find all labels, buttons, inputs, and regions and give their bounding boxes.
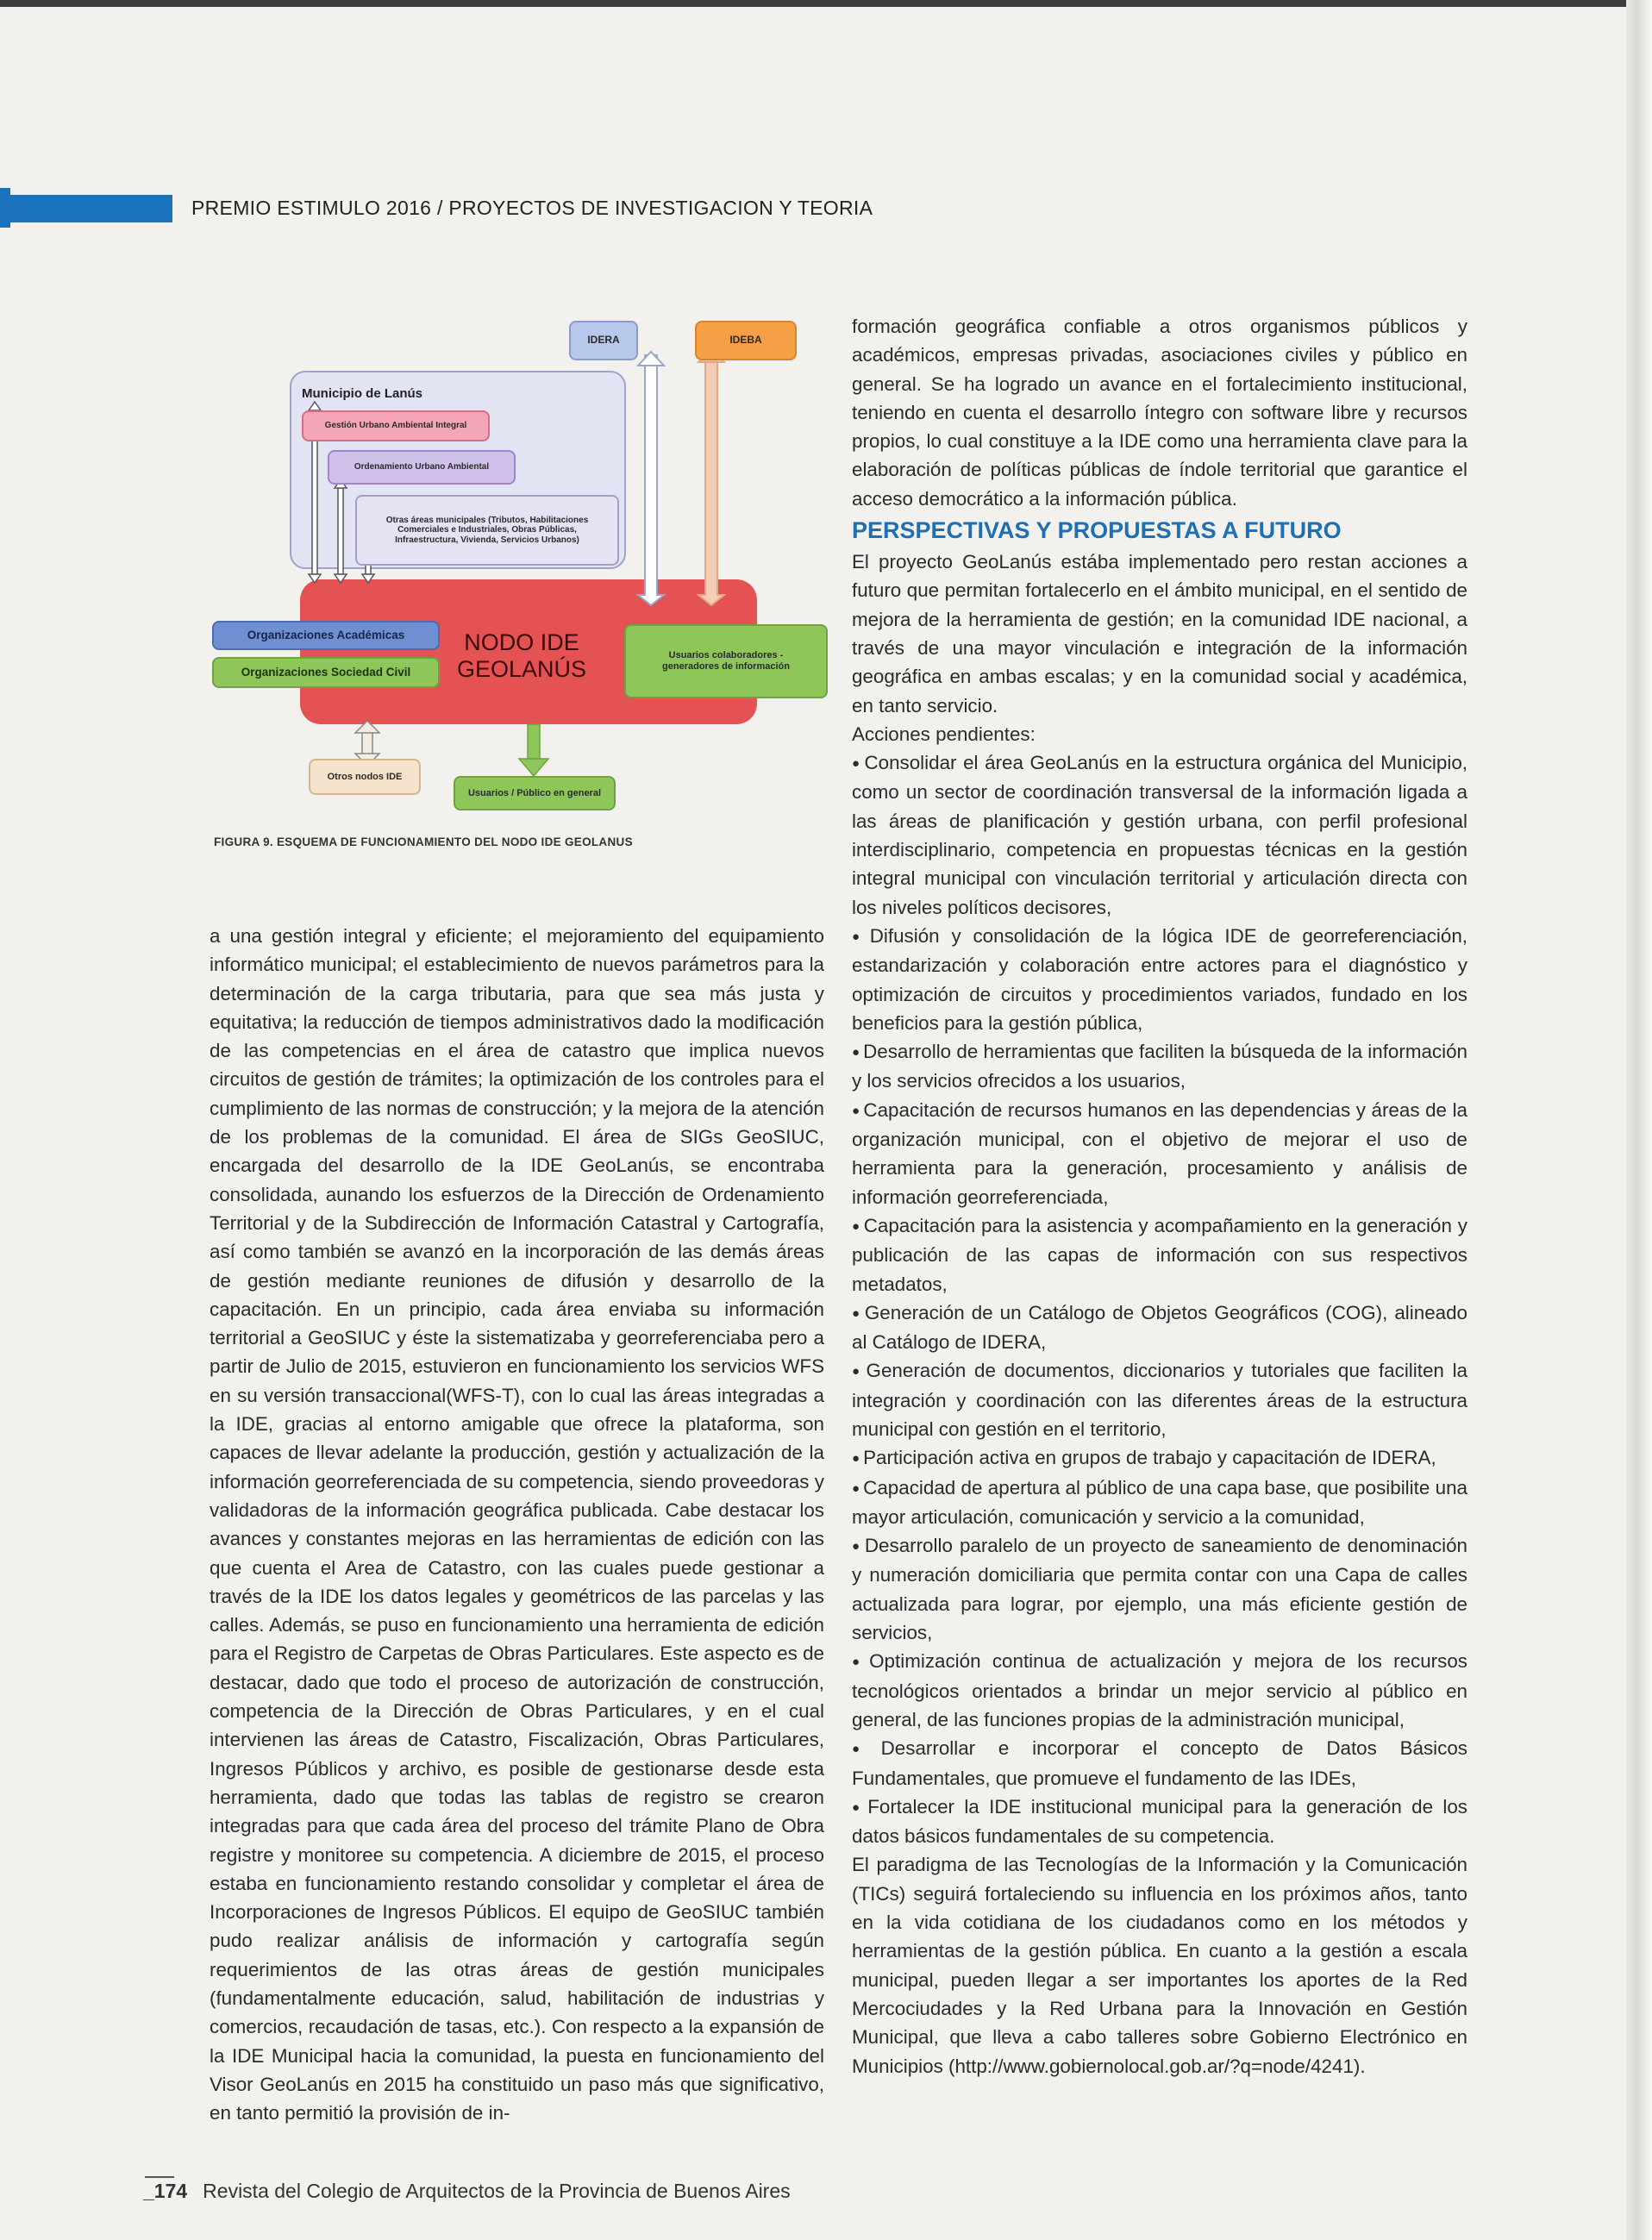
acciones-label: Acciones pendientes: xyxy=(852,723,1036,745)
right-column xyxy=(852,312,1467,2080)
bullet-item: ● Optimización continua de actualización y mejora de los recursos tecnológicos orientados a brindar un mejor servicio al público en general, de las funciones propias de la administración municipal, xyxy=(852,1647,1467,1734)
footer-rule xyxy=(145,2176,174,2178)
ordenamiento-box: Ordenamiento Urbano Ambiental xyxy=(328,450,516,485)
header-accent-bar xyxy=(0,195,172,222)
bullet-item: ● Difusión y consolidación de la lógica IDE de georreferenciación, estandarización y colaboración entre actores para el diagnóstico y optimización de circuitos y procedimientos variados, fundado en los beneficios para la gestión pública, xyxy=(852,922,1467,1037)
bullet-item: ● Generación de documentos, diccionarios y tutoriales que faciliten la integración y coordinación con las diferentes áreas de la estructura municipal con gestión en el territorio, xyxy=(852,1356,1467,1443)
bullet-item: ● Capacitación de recursos humanos en las dependencias y áreas de la organización municipal, con el objetivo de mejorar el uso de herramienta para la generación, procesamiento y análisis de información georreferenciada, xyxy=(852,1096,1467,1211)
bullet-item: ● Desarrollo paralelo de un proyecto de saneamiento de denominación y numeración domiciliaria que permita contar con una Capa de calles actualizada para lograr, por ejemplo, una más eficiente gestión de servicios, xyxy=(852,1531,1467,1647)
bullet-item: ● Desarrollo de herramientas que faciliten la búsqueda de la información y los servicios ofrecidos a los usuarios, xyxy=(852,1037,1467,1096)
gestion-box: Gestión Urbano Ambiental Integral xyxy=(302,410,490,441)
page-gutter xyxy=(1626,0,1652,2240)
figure-diagram xyxy=(207,310,845,828)
running-header: PREMIO ESTIMULO 2016 / PROYECTOS DE INVESTIGACION Y TEORIA xyxy=(191,197,873,219)
nodo-title: NODO IDE GEOLANÚS xyxy=(457,629,587,683)
diagram-arrows xyxy=(207,310,845,828)
organizaciones-academicas-box: Organizaciones Académicas xyxy=(212,621,440,650)
ideba-box: IDEBA xyxy=(695,321,797,360)
otros-nodos-box: Otros nodos IDE xyxy=(309,759,421,795)
idera-box: IDERA xyxy=(569,321,638,360)
organizaciones-sociedad-civil-box: Organizaciones Sociedad Civil xyxy=(212,657,440,688)
publico-arrow xyxy=(519,724,548,776)
bullet-item: ● Capacitación para la asistencia y acompañamiento en la generación y publicación de las capas de información con sus respectivos metadatos, xyxy=(852,1211,1467,1298)
bullet-item: ● Consolidar el área GeoLanús en la estructura orgánica del Municipio, como un sector de coordinación transversal de la información ligada a las áreas de planificación y gestión urbana, con perfil profesional interdisciplinario, competencia en propuestas técnicas en la gestión integral municipal con vinculación territorial y articulación directa con los niveles políticos decisores, xyxy=(852,748,1467,922)
usuarios-colaboradores-box: Usuarios colaboradores - generadores de información xyxy=(624,624,828,698)
usuarios-publico-box: Usuarios / Público en general xyxy=(454,776,616,810)
figure-caption: FIGURA 9. ESQUEMA DE FUNCIONAMIENTO DEL NODO IDE GEOLANUS xyxy=(214,835,633,848)
municipio-title: Municipio de Lanús xyxy=(302,386,423,401)
journal-name: Revista del Colegio de Arquitectos de la Provincia de Buenos Aires xyxy=(203,2180,791,2202)
bullet-item: ● Participación activa en grupos de trabajo y capacitación de IDERA, xyxy=(852,1443,1467,1473)
section-title: PERSPECTIVAS Y PROPUESTAS A FUTURO xyxy=(852,517,1342,544)
page-footer xyxy=(143,2180,791,2203)
page-number: _174 xyxy=(143,2180,188,2202)
ideba-arrow xyxy=(698,348,724,605)
left-column xyxy=(210,922,824,2127)
right-paragraph-3: El paradigma de las Tecnologías de la Información y la Comunicación (TICs) seguirá fortaleciendo su influencia en los próximos años, tanto en la vida cotidiana de los ciudadanos como en los métodos y herramientas de la gestión pública. En cuanto a la gestión a escala municipal, pueden llegar a ser importantes los aportes de la Red Mercociudades y la Red Urbana para la Innovación en Gestión Municipal, que lleva a cabo talleres sobre Gobierno Electrónico en Municipios (http://www.gobiernolocal.gob.ar/?q=node/4241). xyxy=(852,1854,1467,2077)
bullet-item: ● Capacidad de apertura al público de una capa base, que posibilite una mayor articulación, comunicación y servicio a la comunidad, xyxy=(852,1474,1467,1532)
right-paragraph-2: El proyecto GeoLanús estába implementado pero restan acciones a futuro que permitan fortalecerlo en el ámbito municipal, en el sentido de mejora de la herramienta de gestión; en la comunidad IDE nacional, a través de una mayor vinculación e integración de la información geográfica en ambas escalas; y en la comunidad social y académica, en tanto servicio. xyxy=(852,551,1467,716)
idera-arrow xyxy=(638,352,664,605)
bullet-item: ● Generación de un Catálogo de Objetos Geográficos (COG), alineado al Catálogo de IDERA, xyxy=(852,1298,1467,1357)
otras-areas-box: Otras áreas municipales (Tributos, Habilitaciones Comerciales e Industriales, Obras Públicas, Infraestructura, Vivienda, Servicios Urbanos) xyxy=(355,495,619,566)
top-border xyxy=(0,0,1652,7)
bullet-item: ● Fortalecer la IDE institucional municipal para la generación de los datos básicos fundamentales de su competencia. xyxy=(852,1793,1467,1851)
bullet-item: ● Desarrollar e incorporar el concepto de Datos Básicos Fundamentales, que promueve el fundamento de las IDEs, xyxy=(852,1734,1467,1793)
right-paragraph-intro: formación geográfica confiable a otros organismos públicos y académicos, empresas privadas, asociaciones civiles y público en general. Se ha logrado un avance en el fortalecimiento institucional, teniendo en cuenta el desarrollo íntegro con software libre y recursos propios, lo cual constituye a la IDE como una herramienta clave para la elaboración de políticas públicas de índole territorial que garantice el acceso democrático a la información pública. xyxy=(852,316,1467,510)
left-paragraph: a una gestión integral y eficiente; el mejoramiento del equipamiento informático municipal; el establecimiento de nuevos parámetros para la determinación de la carga tributaria, para que sea más justa y equitativa; la reducción de tiempos administrativos dado la modificación de las competencias en el área de catastro que implica nuevos circuitos de gestión de trámites; la optimización de los controles para el cumplimiento de las normas de construcción; y la mejora de la atención de los problemas de la comunidad. El área de SIGs GeoSIUC, encargada del desarrollo de la IDE GeoLanús, se encontraba consolidada, aunando los esfuerzos de la Dirección de Ordenamiento Territorial y de la Subdirección de Información Catastral y Cartografía, así como también se avanzó en la incorporación de las demás áreas de gestión mediante reuniones de difusión y desarrollo de la capacitación. En un principio, cada área enviaba su información territorial a GeoSIUC y éste la sistematizaba y georreferenciaba pero a partir de Julio de 2015, estuvieron en funcionamiento los servicios WFS en su versión transaccional(WFS-T), con lo cual las áreas integradas a la IDE, gracias al entorno amigable que ofrece la plataforma, son capaces de llevar adelante la producción, gestión y actualización de la información georreferenciada de su competencia, siendo proveedoras y validadoras de la información geográfica publicada. Cabe destacar los avances y constantes mejoras en las herramientas de edición con las que cuenta el Area de Catastro, con las cuales puede gestionar a través de la IDE los datos legales y geométricos de las parcelas y las calles. Además, se puso en funcionamiento una herramienta de edición para el Registro de Carpetas de Obras Particulares. Este aspecto es de destacar, dado que todo el proceso de autorización de construcción, competencia de la Dirección de Obras Particulares, y en el cual intervienen las áreas de Catastro, Fiscalización, Obras Particulares, Ingresos Públicos y archivo, es posible de gestionarse desde esta herramienta, dado que todas las tablas de registro se crearon integradas para que cada área del proceso del trámite Plano de Obra registre y monitoree su competencia. A diciembre de 2015, el proceso estaba en funcionamiento restando consolidar y completar el área de Incorporaciones de Ingresos Públicos. El equipo de GeoSIUC también pudo realizar análisis de información y cartografía según requerimientos de las otras áreas de gestión municipales (fundamentalmente educación, salud, habilitación de industrias y comercios, recaudación de tasas, etc.). Con respecto a la expansión de la IDE Municipal hacia la comunidad, la puesta en funcionamiento del Visor GeoLanús en 2015 ha constituido un paso más que significativo, en tanto permitió la provisión de in- xyxy=(210,925,824,2124)
header-accent-tab xyxy=(0,188,10,228)
